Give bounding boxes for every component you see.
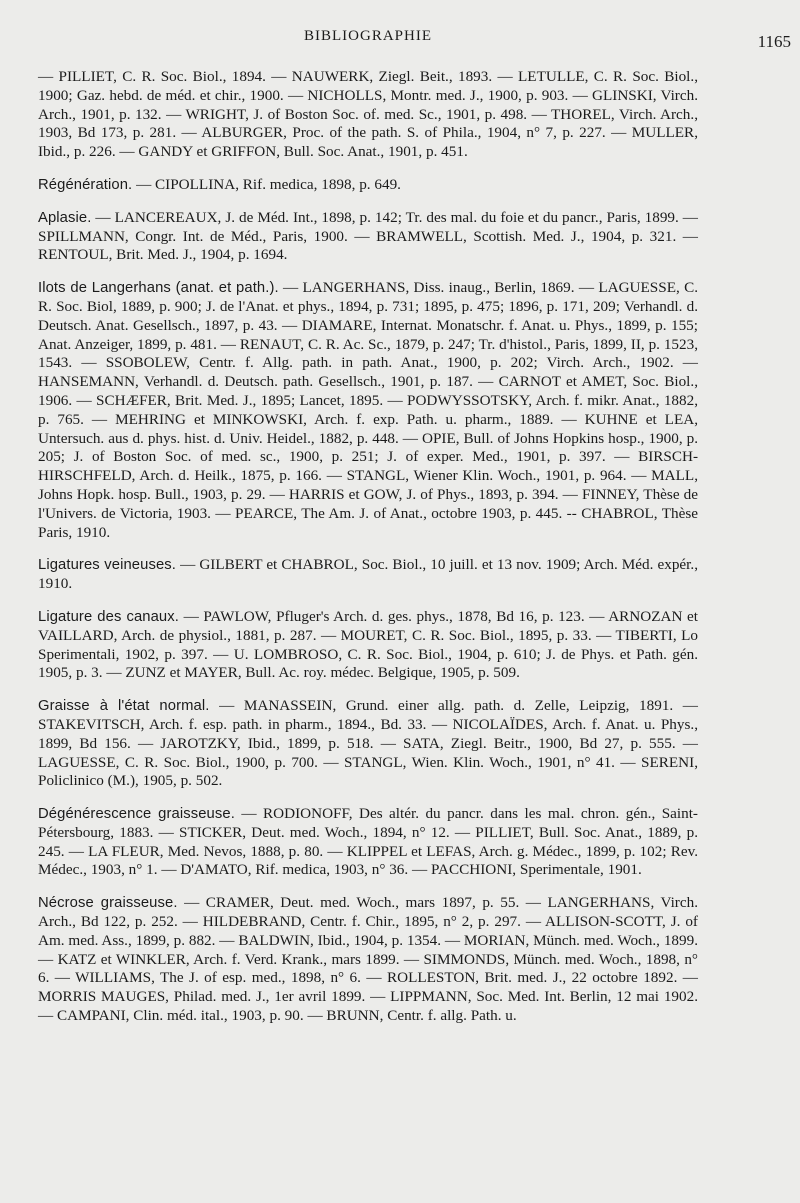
section-heading: Graisse à l'état normal.: [38, 698, 210, 715]
section-body: — PAWLOW, Pfluger's Arch. d. ges. phys., 1878, Bd 16, p. 123. — ARNOZAN et VAILLARD, Arch. de physiol., 1881, p. 287. — MOURET, C. R. Soc. Biol., 1895, p. 33. — TIBERTI, Lo Sperimentali, 1902, p. 397. — U. LOMBROSO, C. R. Soc. Biol., 1904, p. 610; J. de Phys. et Path. gén. 1905, p. 3. — ZUNZ et MAYER, Bull. Ac. roy. médec. Belgique, 1905, p. 509.: [38, 607, 698, 682]
section-regeneration: [38, 176, 698, 195]
section-body: — CRAMER, Deut. med. Woch., mars 1897, p. 55. — LANGERHANS, Virch. Arch., Bd 122, p. 252. — HILDEBRAND, Centr. f. Chir., 1895, n° 2, p. 297. — ALLISON-SCOTT, J. of Am. med. Ass., 1899, p. 882. — BALDWIN, Ibid., 1904, p. 1354. — MORIAN, Münch. med. Woch., 1899. — KATZ et WINKLER, Arch. f. Verd. Krank., mars 1899. — SIMMONDS, Münch. med. Woch., 1898, n° 6. — WILLIAMS, The J. of esp. med., 1898, n° 6. — ROLLESTON, Brit. med. J., 22 octobre 1892. — MORRIS MAUGES, Philad. med. J., 1er avril 1899. — LIPPMANN, Soc. Med. Int. Berlin, 12 mai 1902. — CAMPANI, Clin. méd. ital., 1903, p. 90. — BRUNN, Centr. f. allg. Path. u.: [38, 894, 698, 1025]
section-heading: Ligatures veineuses.: [38, 557, 176, 574]
section-body: — RODIONOFF, Des altér. du pancr. dans les mal. chron. gén., Saint-Pétersbourg, 1883. — STICKER, Deut. med. Woch., 1894, n° 12. — PILLIET, Bull. Soc. Anat., 1889, p. 245. — LA FLEUR, Med. Nevos, 1888, p. 80. — KLIPPEL et LEFAS, Arch. g. Médec., 1899, p. 102; Rev. Médec., 1903, n° 1. — D'AMATO, Rif. medica, 1903, n° 36. — PACCHIONI, Sperimentale, 1901.: [38, 805, 698, 879]
section-heading: Aplasie.: [38, 209, 92, 226]
section-heading: Ligature des canaux.: [38, 608, 179, 625]
section-body: — CIPOLLINA, Rif. medica, 1898, p. 649.: [132, 175, 401, 193]
section-body: — LANCEREAUX, J. de Méd. Int., 1898, p. 142; Tr. des mal. du foie et du pancr., Paris, 1899. — SPILLMANN, Congr. Int. de Méd., Paris, 1900. — BRAMWELL, Scottish. Med. J., 1904, p. 321. — RENTOUL, Brit. Med. J., 1904, p. 1694.: [38, 208, 698, 264]
page-header: [38, 20, 791, 60]
section-ligatures-veineuses: [38, 556, 698, 594]
section-heading: Nécrose graisseuse.: [38, 895, 178, 912]
page-number: 1165: [757, 32, 791, 51]
section-heading: Dégénérescence graisseuse.: [38, 806, 235, 823]
section-degenerescence-graisseuse: [38, 805, 698, 880]
section-graisse-etat-normal: [38, 697, 698, 791]
intro-paragraph: — PILLIET, C. R. Soc. Biol., 1894. — NAUWERK, Ziegl. Beit., 1893. — LETULLE, C. R. Soc. Biol., 1900; Gaz. hebd. de méd. et chir., 1900. — NICHOLLS, Montr. med. J., 1900, p. 903. — GLINSKI, Virch. Arch., 1901, p. 132. — WRIGHT, J. of Boston Soc. of. med. Sc., 1901, p. 498. — THOREL, Virch. Arch., 1903, Bd 173, p. 281. — ALBURGER, Proc. of the path. S. of Phila., 1904, n° 7, p. 227. — MULLER, Ibid., p. 226. — GANDY et GRIFFON, Bull. Soc. Anat., 1901, p. 451.: [38, 68, 698, 161]
running-title: BIBLIOGRAPHIE: [304, 28, 432, 44]
section-heading: Régénération.: [38, 176, 133, 193]
section-body: — GILBERT et CHABROL, Soc. Biol., 10 juill. et 13 nov. 1909; Arch. Méd. expér., 1910.: [38, 556, 698, 593]
section-necrose-graisseuse: [38, 894, 698, 1026]
section-body: — LANGERHANS, Diss. inaug., Berlin, 1869. — LAGUESSE, C. R. Soc. Biol, 1889, p. 900; J. de l'Anat. et phys., 1894, p. 731; 1895, p. 475; 1896, p. 171, 209; Verhandl. d. Deutsch. Anat. Gesellsch., 1897, p. 43. — DIAMARE, Internat. Monatschr. f. Anat. u. Phys., 1899, p. 155; Anat. Anzeiger, 1899, p. 481. — RENAUT, C. R. Ac. Sc., 1879, p. 247; Tr. d'histol., Paris, 1899, II, p. 1523, 1543. — SSOBOLEW, Centr. f. Allg. path. in path. Anat., 1900, p. 202; Virch. Arch., 1902. — HANSEMANN, Verhandl. d. Deutsch. path. Gesellsch., 1901, p. 187. — CARNOT et AMET, Soc. Biol., 1906. — SCHÆFER, Brit. Med. J., 1895; Lancet, 1895. — PODWYSSOTSKY, Arch. f. mikr. Anat., 1882, p. 765. — MEHRING et MINKOWSKI, Arch. f. exp. Path. u. pharm., 1889. — KUHNE et LEA, Untersuch. aus d. phys. hist. d. Univ. Heidel., 1882, p. 448. — OPIE, Bull. of Johns Hopkins hosp., 1900, p. 205; J. of Boston Soc. of med. sc., 1900, p. 251; J. of exper. Med., 1901, p. 397. — BIRSCH-HIRSCHFELD, Arch. d. Heilk., 1875, p. 166. — STANGL, Wiener Klin. Woch., 1901, p. 964. — MALL, Johns Hopk. hosp. Bull., 1903, p. 29. — HARRIS et GOW, J. of Phys., 1893, p. 394. — FINNEY, Thèse de l'Univers. de Victoria, 1903. — PEARCE, The Am. J. of Anat., octobre 1903, p. 445. -- CHABROL, Thèse Paris, 1910.: [38, 279, 698, 541]
section-aplasie: [38, 209, 698, 265]
section-ilots-de-langerhans: [38, 279, 698, 542]
section-heading: Ilots de Langerhans (anat. et path.).: [38, 280, 279, 297]
section-ligature-des-canaux: [38, 608, 698, 683]
section-body: — MANASSEIN, Grund. einer allg. path. d. Zelle, Leipzig, 1891. — STAKEVITSCH, Arch. f. esp. path. in pharm., 1894., Bd. 33. — NICOLAÏDES, Arch. f. Anat. u. Phys., 1899, Bd 156. — JAROTZKY, Ibid., 1899, p. 518. — SATA, Ziegl. Beitr., 1900, Bd 27, p. 555. — LAGUESSE, C. R. Soc. Biol., 1900, p. 700. — STANGL, Wien. Klin. Woch., 1901, n° 41. — SERENI, Policlinico (M.), 1905, p. 502.: [38, 697, 698, 790]
